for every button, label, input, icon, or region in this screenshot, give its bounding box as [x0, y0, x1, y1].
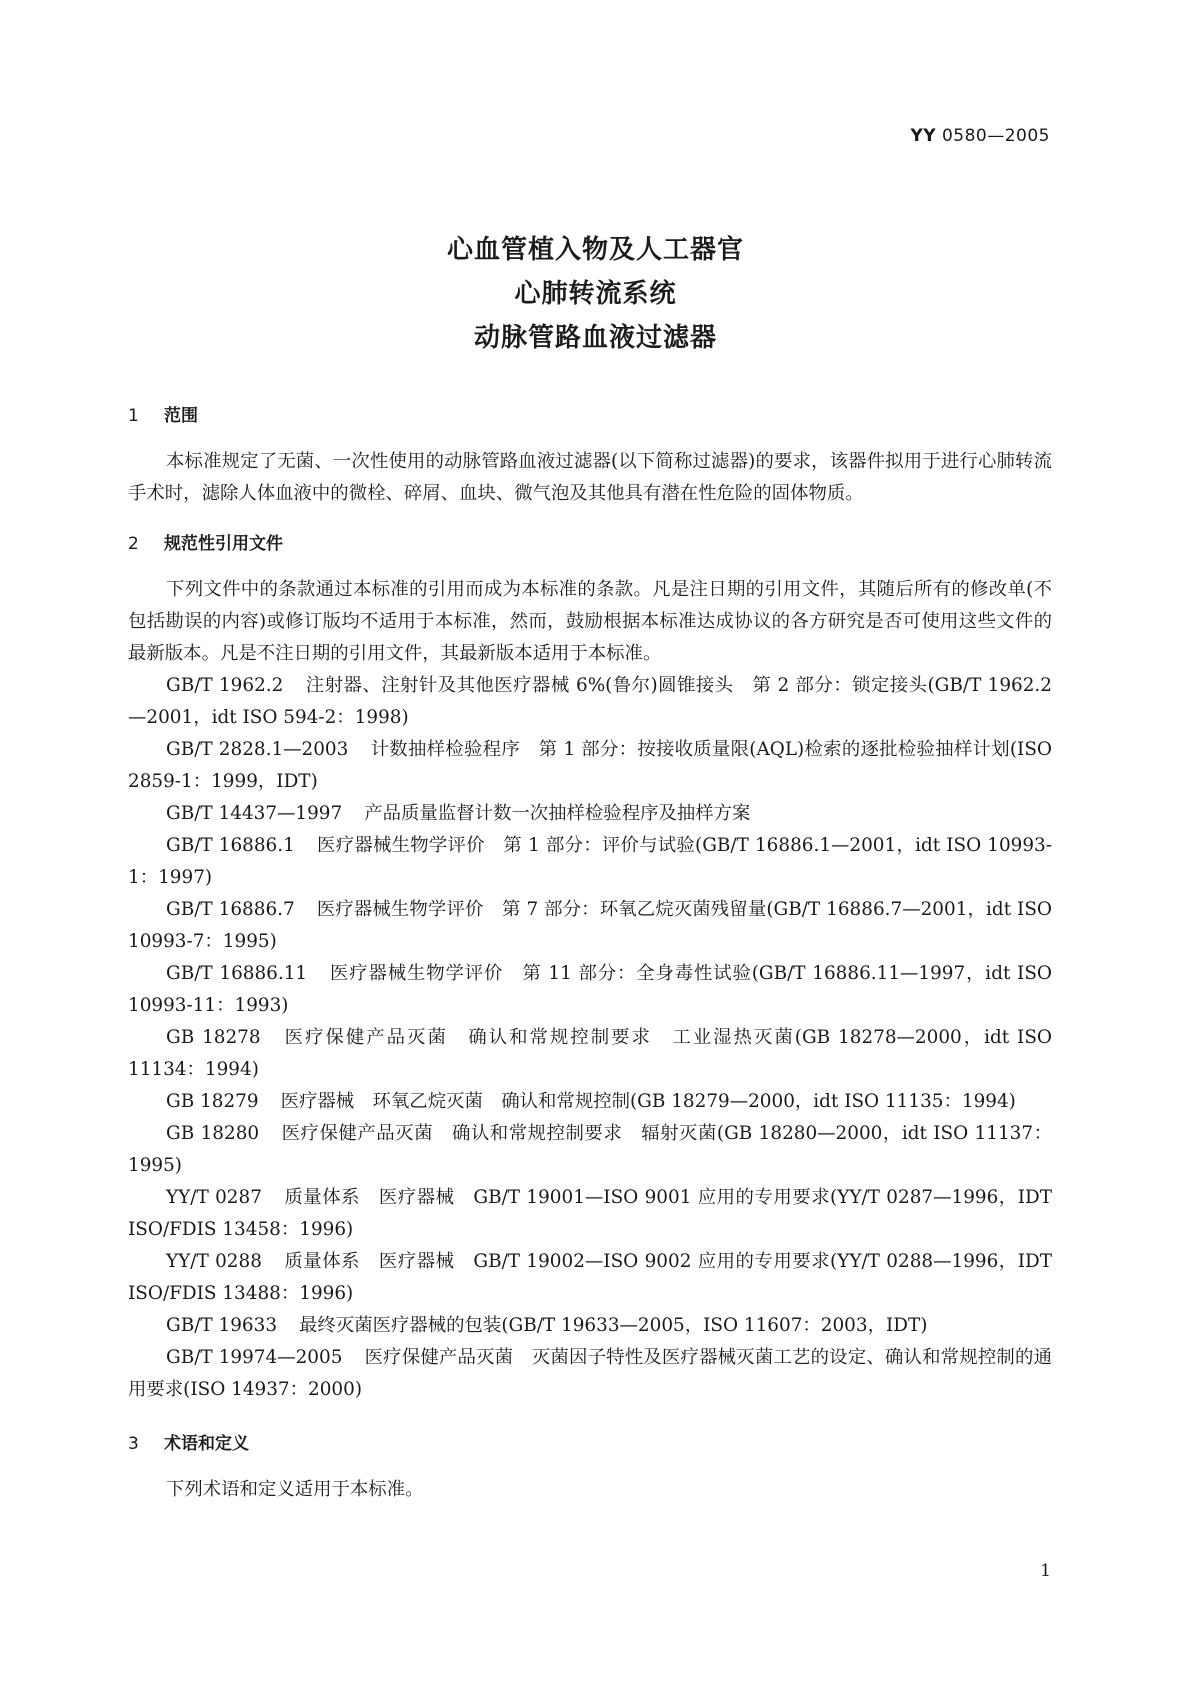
reference-code: GB 18279 — [166, 1091, 259, 1112]
normative-references-list — [128, 670, 1052, 1406]
reference-code: GB/T 14437—1997 — [166, 803, 343, 824]
reference-item — [128, 670, 1052, 734]
reference-title: 医疗器械生物学评价 第 11 部分：全身毒性试验(GB/T 16886.11—1997，idt ISO 10993-11：1993) — [128, 963, 1052, 1016]
section-3-title: 术语和定义 — [164, 1434, 249, 1454]
reference-title: 医疗保健产品灭菌 灭菌因子特性及医疗器械灭菌工艺的设定、确认和常规控制的通用要求(ISO 14937：2000) — [128, 1347, 1052, 1400]
reference-item — [128, 1310, 1052, 1342]
reference-code: GB 18280 — [166, 1123, 260, 1144]
reference-code: YY/T 0288 — [166, 1251, 262, 1272]
title-line-2: 心肺转流系统 — [514, 279, 677, 309]
section-2-number: 2 — [128, 534, 139, 554]
reference-title: 医疗器械 环氧乙烷灭菌 确认和常规控制(GB 18279—2000，idt ISO 11135：1994) — [280, 1091, 1016, 1112]
reference-title: 医疗器械生物学评价 第 1 部分：评价与试验(GB/T 16886.1—2001，idt ISO 10993-1：1997) — [128, 835, 1052, 888]
reference-title: 产品质量监督计数一次抽样检验程序及抽样方案 — [364, 803, 751, 824]
section-3-number: 3 — [128, 1434, 139, 1454]
document-body — [128, 400, 1052, 1506]
reference-code: GB 18278 — [166, 1027, 261, 1048]
reference-item — [128, 1246, 1052, 1310]
reference-code: YY/T 0287 — [166, 1187, 262, 1208]
document-title — [0, 228, 1191, 360]
reference-title: 质量体系 医疗器械 GB/T 19001—ISO 9001 应用的专用要求(YY/T 0287—1996，IDT ISO/FDIS 13458：1996) — [128, 1187, 1052, 1240]
section-2-paragraph: 下列文件中的条款通过本标准的引用而成为本标准的条款。凡是注日期的引用文件，其随后所有的修改单(不包括勘误的内容)或修订版均不适用于本标准，然而，鼓励根据本标准达成协议的各方研究是否可使用这些文件的最新版本。凡是不注日期的引用文件，其最新版本适用于本标准。 — [128, 579, 1052, 664]
reference-item — [128, 734, 1052, 798]
standard-code-number: 0580—2005 — [941, 126, 1050, 146]
reference-title: 医疗器械生物学评价 第 7 部分：环氧乙烷灭菌残留量(GB/T 16886.7—2001，idt ISO 10993-7：1995) — [128, 899, 1052, 952]
reference-item — [128, 1342, 1052, 1406]
section-2-heading — [128, 528, 1052, 560]
reference-code: GB/T 16886.11 — [166, 963, 308, 984]
reference-item — [128, 1182, 1052, 1246]
reference-code: GB/T 16886.1 — [166, 835, 295, 856]
section-1-heading — [128, 400, 1052, 432]
reference-item — [128, 1022, 1052, 1086]
reference-title: 注射器、注射针及其他医疗器械 6%(鲁尔)圆锥接头 第 2 部分：锁定接头(GB/T 1962.2—2001，idt ISO 594-2：1998) — [128, 675, 1052, 728]
page-number: 1 — [1040, 1561, 1051, 1581]
reference-item — [128, 830, 1052, 894]
reference-title: 医疗保健产品灭菌 确认和常规控制要求 工业湿热灭菌(GB 18278—2000，idt ISO 11134：1994) — [128, 1027, 1052, 1080]
reference-title: 最终灭菌医疗器械的包装(GB/T 19633—2005，ISO 11607：2003，IDT) — [299, 1315, 928, 1336]
section-1-paragraph: 本标准规定了无菌、一次性使用的动脉管路血液过滤器(以下简称过滤器)的要求，该器件拟用于进行心肺转流手术时，滤除人体血液中的微栓、碎屑、血块、微气泡及其他具有潜在性危险的固体物质。 — [128, 451, 1052, 504]
reference-code: GB/T 16886.7 — [166, 899, 295, 920]
title-line-3: 动脉管路血液过滤器 — [473, 323, 717, 353]
reference-title: 计数抽样检验程序 第 1 部分：按接收质量限(AQL)检索的逐批检验抽样计划(ISO 2859-1：1999，IDT) — [128, 739, 1052, 792]
reference-code: GB/T 19633 — [166, 1315, 278, 1336]
reference-code: GB/T 1962.2 — [166, 675, 284, 696]
title-line-1: 心血管植入物及人工器官 — [446, 235, 744, 265]
section-1-title: 范围 — [164, 406, 198, 426]
reference-item — [128, 1118, 1052, 1182]
reference-item — [128, 958, 1052, 1022]
standard-code — [910, 126, 1050, 146]
reference-item — [128, 798, 1052, 830]
reference-code: GB/T 19974—2005 — [166, 1347, 343, 1368]
section-2-title: 规范性引用文件 — [164, 534, 283, 554]
reference-title: 医疗保健产品灭菌 确认和常规控制要求 辐射灭菌(GB 18280—2000，idt ISO 11137：1995) — [128, 1123, 1052, 1176]
section-3-paragraph: 下列术语和定义适用于本标准。 — [166, 1479, 424, 1500]
reference-code: GB/T 2828.1—2003 — [166, 739, 349, 760]
section-1-number: 1 — [128, 406, 139, 426]
reference-item — [128, 894, 1052, 958]
reference-title: 质量体系 医疗器械 GB/T 19002—ISO 9002 应用的专用要求(YY/T 0288—1996，IDT ISO/FDIS 13488：1996) — [128, 1251, 1052, 1304]
standard-code-prefix: YY — [910, 126, 937, 146]
section-3-heading — [128, 1428, 1052, 1460]
reference-item — [128, 1086, 1052, 1118]
